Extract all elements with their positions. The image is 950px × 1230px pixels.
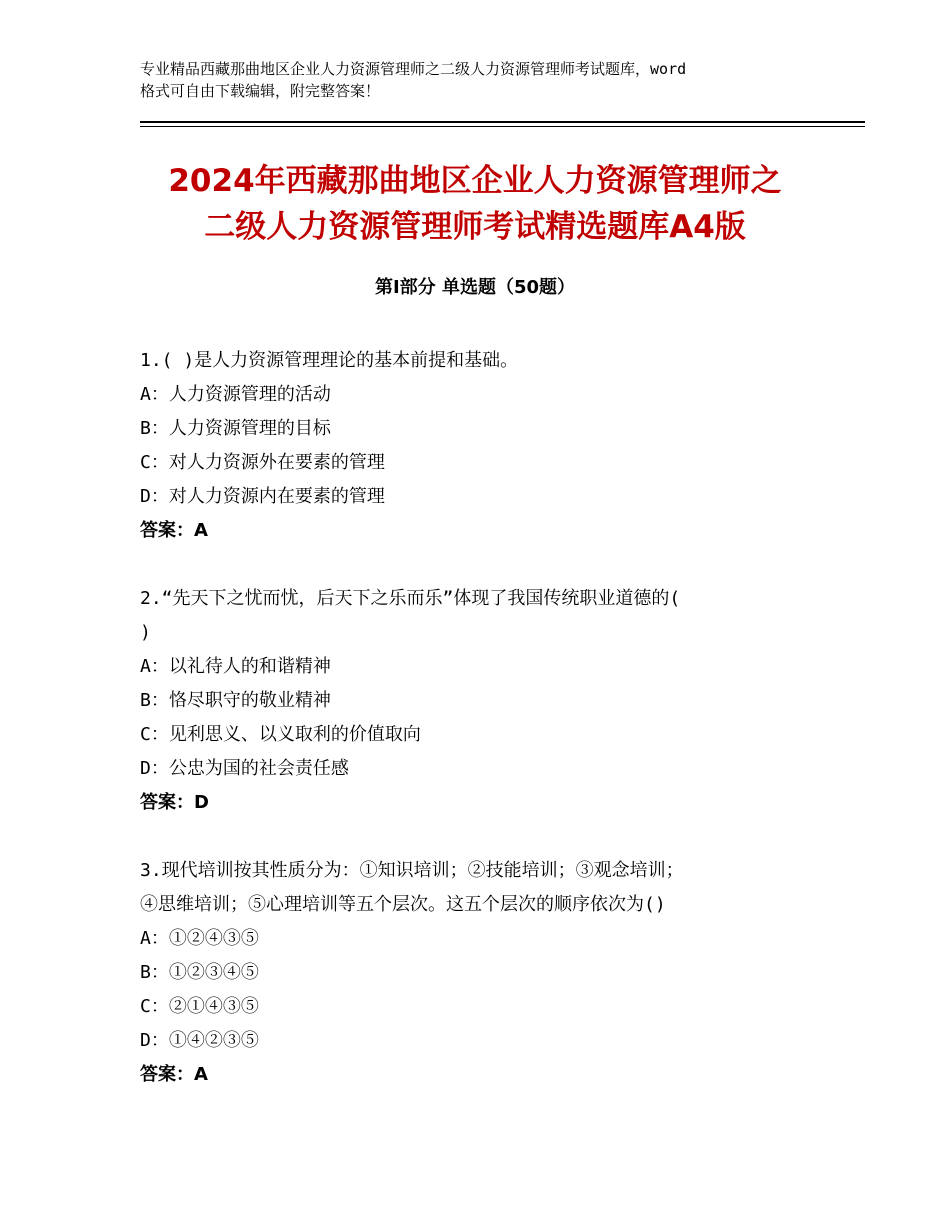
answer-label: 答案：D — [140, 792, 209, 813]
option-c: C：对人力资源外在要素的管理 — [140, 452, 385, 473]
header-divider-thin — [140, 126, 865, 127]
option-d: D：公忠为国的社会责任感 — [140, 758, 349, 779]
header-note — [140, 58, 830, 102]
option-b: B：①②③④⑤ — [140, 962, 259, 983]
header-note-line: 格式可自由下载编辑，附完整答案！ — [140, 82, 381, 100]
option-c: C：见利思义、以义取利的价值取向 — [140, 724, 421, 745]
option-b: B：恪尽职守的敬业精神 — [140, 690, 331, 711]
question-spacer — [140, 820, 820, 854]
header-divider-thick — [140, 121, 865, 123]
question-stem: 3.现代培训按其性质分为：①知识培训；②技能培训；③观念培训； — [140, 860, 684, 881]
question-stem: 2.“先天下之忧而忧，后天下之乐而乐”体现了我国传统职业道德的( — [140, 588, 681, 609]
question-1 — [140, 344, 820, 548]
question-3 — [140, 854, 820, 1092]
section-heading: 第Ⅰ部分 单选题（50题） — [374, 277, 575, 298]
option-d: D：①④②③⑤ — [140, 1030, 259, 1051]
question-list — [140, 344, 820, 1092]
option-a: A：人力资源管理的活动 — [140, 384, 331, 405]
title-line: 二级人力资源管理师考试精选题库A4版 — [204, 209, 746, 245]
option-b: B：人力资源管理的目标 — [140, 418, 331, 439]
header-note-line: 专业精品西藏那曲地区企业人力资源管理师之二级人力资源管理师考试题库，word — [140, 60, 687, 78]
option-c: C：②①④③⑤ — [140, 996, 259, 1017]
question-2 — [140, 582, 820, 820]
option-d: D：对人力资源内在要素的管理 — [140, 486, 385, 507]
title-line: 2024年西藏那曲地区企业人力资源管理师之 — [168, 163, 782, 199]
question-spacer — [140, 548, 820, 582]
question-stem-continued: ④思维培训；⑤心理培训等五个层次。这五个层次的顺序依次为() — [140, 894, 666, 915]
question-stem-continued: ) — [140, 622, 151, 643]
answer-label: 答案：A — [140, 520, 208, 541]
answer-label: 答案：A — [140, 1064, 208, 1085]
option-a: A：以礼待人的和谐精神 — [140, 656, 331, 677]
question-stem: 1.( )是人力资源管理理论的基本前提和基础。 — [140, 350, 519, 371]
option-a: A：①②④③⑤ — [140, 928, 259, 949]
document-title — [110, 158, 840, 250]
